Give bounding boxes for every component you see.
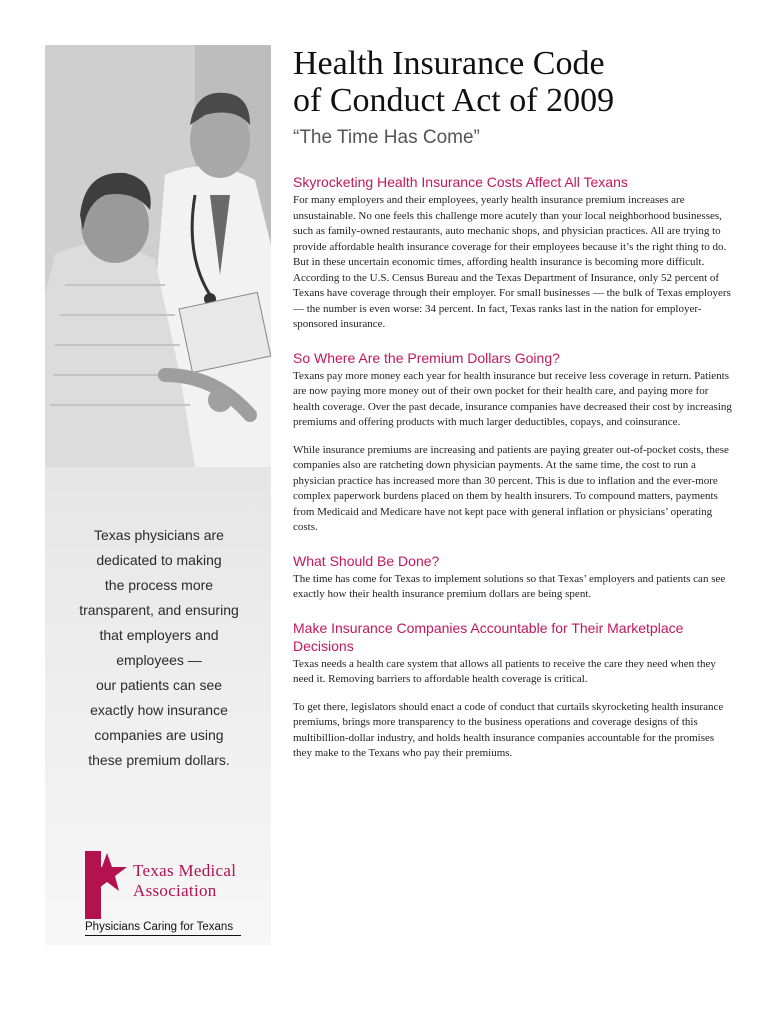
logo-text-line2: Association (133, 881, 217, 900)
section-heading: What Should Be Done? (293, 552, 440, 569)
sidebar-quote (59, 523, 259, 773)
tma-logo (85, 851, 275, 941)
section-heading: Skyrocketing Health Insurance Costs Affect All Texans (293, 174, 628, 190)
doctor-patient-photo (45, 45, 271, 467)
title-line2: of Conduct Act of 2009 (293, 82, 615, 119)
section-heading: Make Insurance Companies Accountable for Their Marketplace Decisions (293, 619, 684, 654)
quote-line: exactly how insurance (90, 702, 228, 718)
quote-line: these premium dollars. (88, 752, 230, 768)
quote-line: employees — (116, 652, 202, 668)
section-paragraph: To get there, legislators should enact a code of conduct that curtails skyrocketing health insurance premiums, brings more transparency to the business operations and coverage designs of this multibillion-dollar industry, and holds health insurance companies accountable for the promises they make to the Texans who pay their premiums. (293, 700, 724, 759)
logo-tagline: Physicians Caring for Texans (85, 921, 241, 936)
doctor-patient-illustration (45, 45, 271, 467)
title-line1: Health Insurance Code (293, 45, 605, 82)
main-content (293, 45, 733, 762)
section-paragraph: Texans pay more money each year for health insurance but receive less coverage in return. Patients are now paying more money out of their own pocket for their health care, and paying more for health coverage. Over the past decade, insurance companies have decreased their cost by increasing premiums and offering products with much larger deductibles, copays, and coinsurance. (293, 369, 732, 428)
section-paragraph: Texas needs a health care system that allows all patients to receive the care they need when they need it. Removing barriers to affordable health coverage is critical. (293, 657, 716, 685)
quote-line: the process more (104, 577, 214, 593)
quote-line: companies are using (94, 727, 224, 743)
section-paragraph: The time has come for Texas to implement solutions so that Texas’ employers and patients can see exactly how their health insurance premium dollars are being spent. (293, 572, 726, 600)
quote-line: dedicated to making (96, 552, 222, 568)
section-paragraph: For many employers and their employees, yearly health insurance premium increases are unsustainable. No one feels this challenge more acutely than your local neighborhood businesses, such as family-owned restaurants, auto mechanic shops, and physician practices. All are trying to provide affordable health insurance coverage for their employees because it’s the right thing to do. But in these uncertain economic times, affording health insurance is becoming more difficult. According to the U.S. Census Bureau and the Texas Department of Insurance, only 52 percent of Texans have coverage through their employer. For small businesses — the bulk of Texas employers — the number is even worse: 34 percent. In fact, Texas ranks last in the nation for employer-sponsored insurance. (293, 194, 731, 330)
section-heading: So Where Are the Premium Dollars Going? (293, 349, 560, 366)
logo-text-line1: Texas Medical (133, 861, 237, 880)
quote-line: transparent, and ensuring (79, 602, 239, 618)
quote-line: that employers and (99, 627, 219, 643)
page-title (293, 45, 733, 119)
page-subtitle: “The Time Has Come” (293, 127, 480, 148)
quote-line: our patients can see (95, 677, 223, 693)
section-paragraph: While insurance premiums are increasing and patients are paying greater out-of-pocket costs, these companies also are ratcheting down physician payments. At the same time, the cost to run a physician practice has increased more than 30 percent. This is due to inflation and the ever-more complex paperwork burdens placed on them by health insurers. To compound matters, payments from Medicaid and Medicare have not kept pace with general inflation or physicians’ operating costs. (293, 443, 729, 533)
quote-line: Texas physicians are (94, 527, 224, 543)
sidebar (45, 45, 271, 945)
texas-star-icon (85, 851, 129, 919)
